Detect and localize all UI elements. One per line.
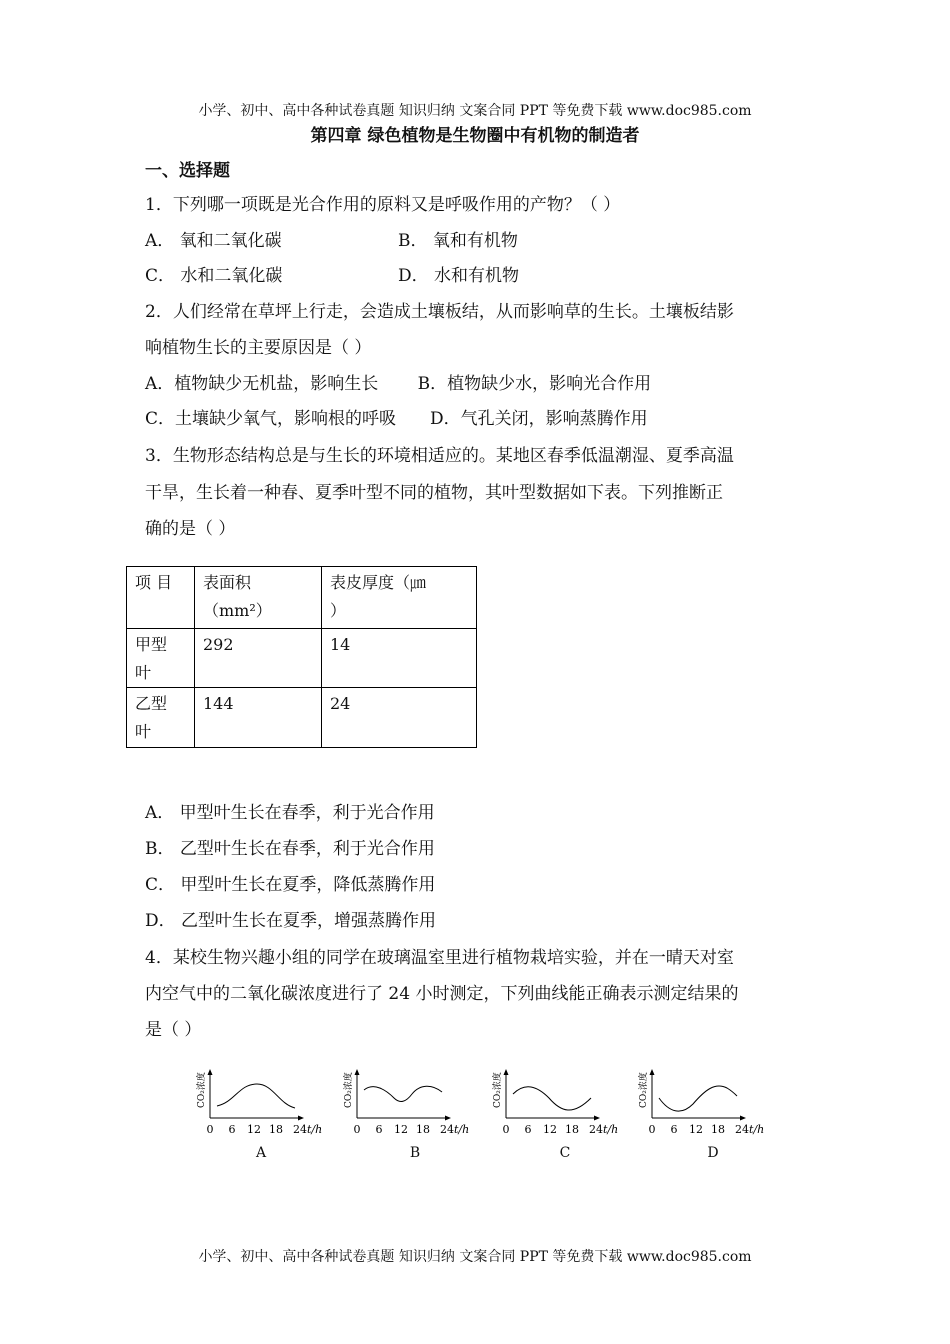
x-axis-unit: t/h [603,1123,619,1136]
tick-label: 24 [293,1123,307,1136]
tick-label: 24 [440,1123,454,1136]
graph-label-c: C [559,1145,571,1161]
header-item: 项 目 [135,573,173,592]
q2-options-cd: C．土壤缺少氧气，影响根的呼吸 D．气孔关闭，影响蒸腾作用 [145,409,648,429]
row2-thickness: 24 [322,688,477,748]
page-header: 小学、初中、高中各种试卷真题 知识归纳 文案合同 PPT 等免费下载 www.doc985.com [198,103,752,119]
row1-thickness: 14 [322,629,477,688]
row1-name-suffix: 叶 [135,663,152,682]
chapter-title: 第四章 绿色植物是生物圈中有机物的制造者 [310,126,640,146]
tick-label: 0 [353,1123,361,1136]
tick-label: 24 [735,1123,749,1136]
tick-label: 0 [206,1123,214,1136]
q3-option-b: B． 乙型叶生长在春季，利于光合作用 [145,839,435,859]
tick-label: 6 [524,1123,532,1136]
q1-stem: 1．下列哪一项既是光合作用的原料又是呼吸作用的产物？（ ） [145,195,621,215]
co2-graph-c [491,1068,621,1140]
leaf-data-table [126,566,477,748]
graph-label-b: B [409,1145,421,1161]
tick-label: 18 [565,1123,579,1136]
tick-label: 0 [648,1123,656,1136]
y-axis-label: CO₂浓度 [639,1072,649,1108]
q3-stem-line1: 3．生物形态结构总是与生长的环境相适应的。某地区春季低温潮湿、夏季高温 [145,446,734,466]
tick-label: 18 [269,1123,283,1136]
tick-label: 12 [247,1123,261,1136]
q2-options-ab: A．植物缺少无机盐，影响生长 B．植物缺少水，影响光合作用 [145,374,652,394]
graph-label-d: D [707,1145,719,1161]
co2-graph-d [637,1068,767,1140]
y-axis-arrow [504,1069,509,1075]
co2-curve [364,1086,442,1101]
q3-option-d: D． 乙型叶生长在夏季，增强蒸腾作用 [145,911,437,931]
tick-label: 12 [689,1123,703,1136]
tick-label: 0 [502,1123,510,1136]
table-row [127,629,477,688]
header-thickness-unit: ） [330,601,347,620]
row1-name-cell [127,629,195,688]
header-item-cell [127,567,195,629]
x-axis-unit: t/h [454,1123,470,1136]
x-axis-arrow [445,1116,451,1121]
y-axis-arrow [355,1069,360,1075]
row1-name: 甲型 [135,635,168,654]
header-area-cell [195,567,322,629]
co2-curve [217,1084,295,1108]
q3-option-c: C． 甲型叶生长在夏季，降低蒸腾作用 [145,875,436,895]
y-axis-label: CO₂浓度 [344,1072,354,1108]
row2-name: 乙型 [135,694,168,713]
q4-stem-line2: 内空气中的二氧化碳浓度进行了 24 小时测定，下列曲线能正确表示测定结果的 [145,984,739,1004]
x-axis-unit: t/h [749,1123,765,1136]
y-axis-arrow [208,1069,213,1075]
tick-label: 18 [711,1123,725,1136]
row1-area: 292 [195,629,322,688]
header-area-unit: （mm²） [203,601,272,620]
tick-label: 24 [589,1123,603,1136]
x-axis-unit: t/h [307,1123,323,1136]
q1-option-d: D． 水和有机物 [398,266,520,286]
y-axis-arrow [650,1069,655,1075]
q2-stem-line1: 2．人们经常在草坪上行走，会造成土壤板结，从而影响草的生长。土壤板结影 [145,302,734,322]
x-axis-arrow [594,1116,600,1121]
tick-label: 18 [416,1123,430,1136]
tick-label: 12 [543,1123,557,1136]
x-axis-arrow [740,1116,746,1121]
page-footer: 小学、初中、高中各种试卷真题 知识归纳 文案合同 PPT 等免费下载 www.doc985.com [198,1249,752,1265]
table-header-row [127,567,477,629]
q2-stem-line2: 响植物生长的主要原因是（ ） [145,338,372,358]
q4-stem-line3: 是（ ） [145,1020,202,1040]
tick-label: 12 [394,1123,408,1136]
q1-option-c: C． 水和二氧化碳 [145,266,283,286]
co2-curve [513,1087,591,1110]
co2-graph-b [342,1068,472,1140]
header-area: 表面积 [203,573,252,592]
tick-label: 6 [670,1123,678,1136]
q1-option-a: A． 氧和二氧化碳 [145,231,282,251]
row2-name-suffix: 叶 [135,722,152,741]
tick-label: 6 [375,1123,383,1136]
y-axis-label: CO₂浓度 [197,1072,207,1108]
co2-curve [659,1086,737,1111]
header-thickness: 表皮厚度（㎛ [330,573,427,592]
co2-graph-a [195,1068,325,1140]
x-axis-arrow [298,1116,304,1121]
row2-name-cell [127,688,195,748]
q1-option-b: B． 氧和有机物 [398,231,518,251]
q3-stem-line2: 干旱，生长着一种春、夏季叶型不同的植物，其叶型数据如下表。下列推断正 [145,483,723,503]
q3-option-a: A． 甲型叶生长在春季，利于光合作用 [145,803,435,823]
y-axis-label: CO₂浓度 [493,1072,503,1108]
q4-stem-line1: 4．某校生物兴趣小组的同学在玻璃温室里进行植物栽培实验，并在一晴天对室 [145,948,734,968]
header-thickness-cell [322,567,477,629]
table-row [127,688,477,748]
graph-label-a: A [255,1145,267,1161]
row2-area: 144 [195,688,322,748]
q3-stem-line3: 确的是（ ） [145,519,236,539]
tick-label: 6 [228,1123,236,1136]
section-heading: 一、选择题 [145,161,230,181]
